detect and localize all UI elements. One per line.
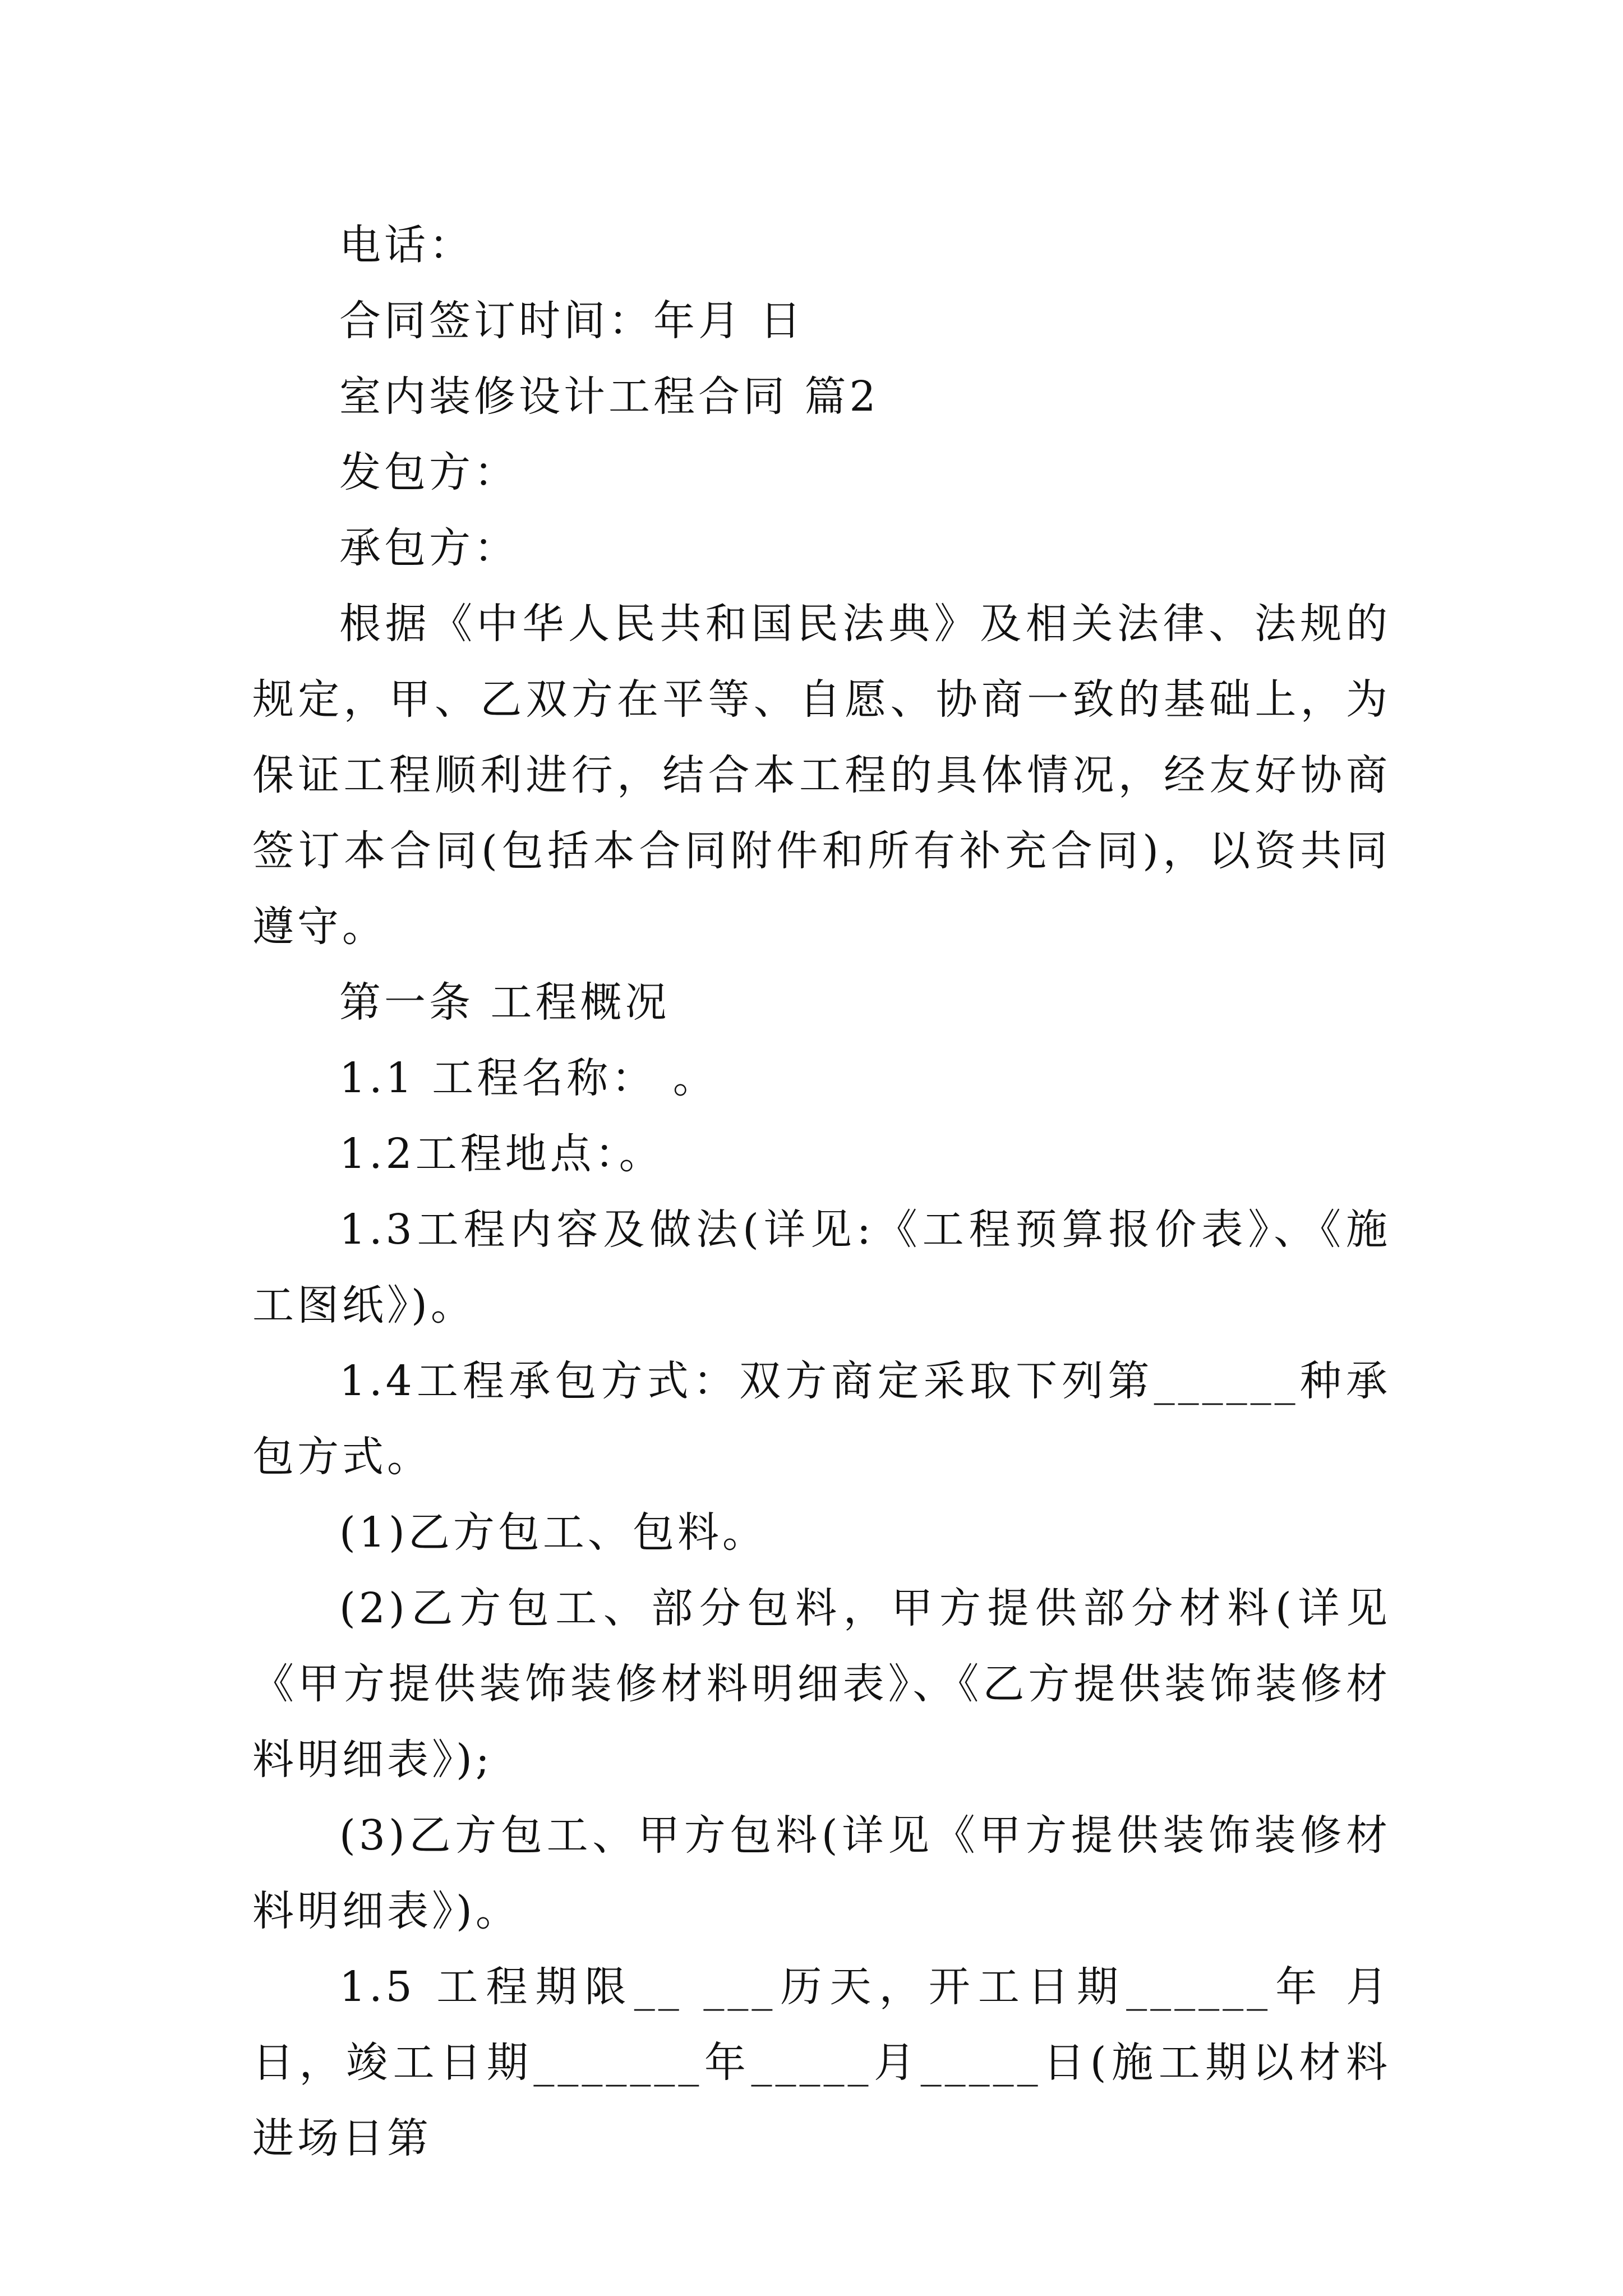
method-option-3: (3)乙方包工、甲方包料(详见《甲方提供装饰装修材料明细表》)。 [252,1811,1391,1935]
project-name-line: 1.1 工程名称： 。 [339,1054,718,1102]
project-location-line: 1.2工程地点：。 [339,1130,664,1178]
phone-line: 电话： [339,221,474,269]
document-body [252,208,1408,2177]
project-content-paragraph: 1.3工程内容及做法(详见:《工程预算报价表》、《施工图纸》)。 [252,1205,1391,1329]
project-duration-paragraph: 1.5 工程期限__ ___历天，开工日期______年 月 日，竣工日期_______年_____月_____日(施工期以材料进场日第 [252,1963,1408,2162]
contract-section-title: 室内装修设计工程合同 篇2 [339,372,879,421]
contract-preamble-paragraph: 根据《中华人民共和国民法典》及相关法律、法规的规定，甲、乙双方在平等、自愿、协商一致的基础上，为保证工程顺利进行，结合本工程的具体情况，经友好协商签订本合同(包括本合同附件和所有补充合同)，以资共同遵守。 [252,600,1391,951]
article-one-heading: 第一条 工程概况 [339,978,670,1027]
contract-signing-time-line: 合同签订时间：年月 日 [339,297,805,345]
contracting-method-paragraph: 1.4工程承包方式：双方商定采取下列第______种承包方式。 [252,1357,1391,1481]
method-option-2: (2)乙方包工、部分包料，甲方提供部分材料(详见《甲方提供装饰装修材料明细表》、《乙方提供装饰装修材料明细表》); [252,1584,1391,1784]
method-option-1: (1)乙方包工、包料。 [339,1508,767,1557]
contractor-line: 承包方： [339,524,519,572]
employer-line: 发包方： [339,448,519,496]
